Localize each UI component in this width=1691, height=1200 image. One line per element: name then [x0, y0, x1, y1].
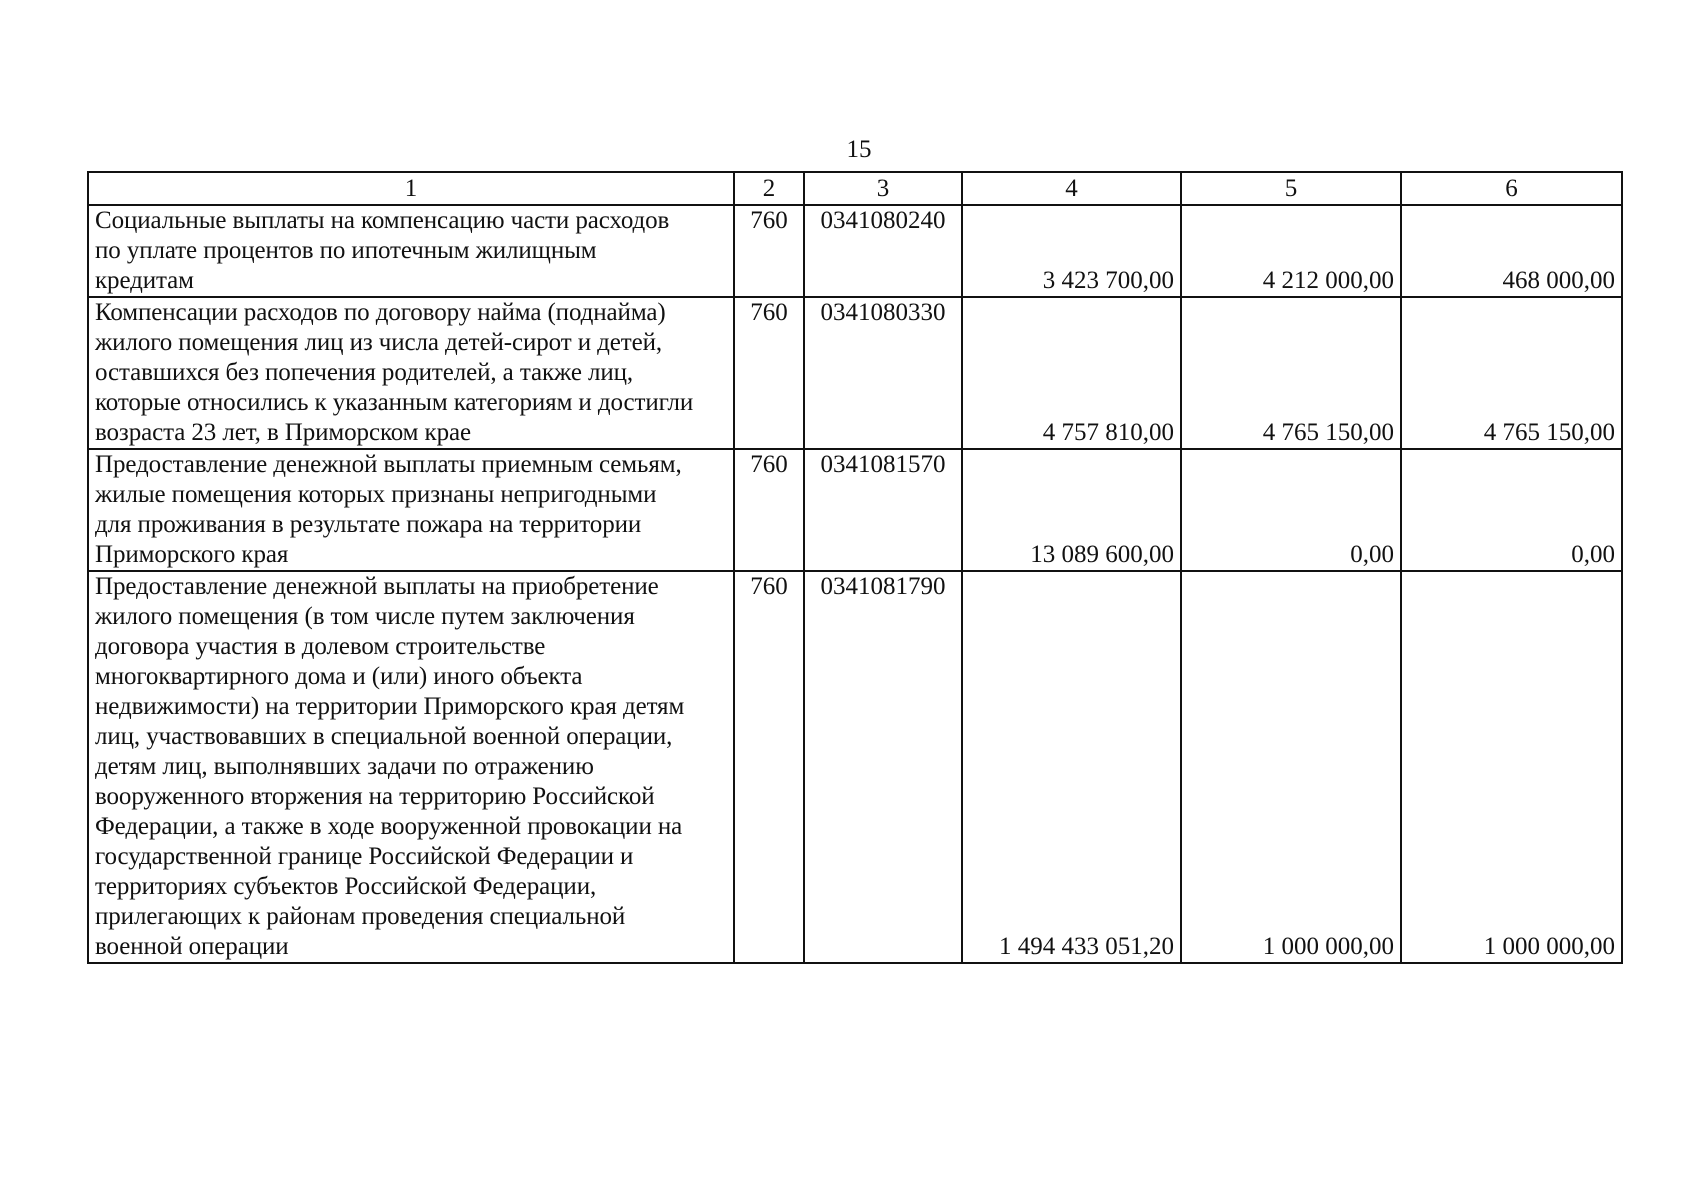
- row-amount-col5: 1 000 000,00: [1181, 571, 1401, 963]
- row-name: [88, 205, 734, 297]
- row-name-line: жилого помещения (в том числе путем заключения: [95, 603, 635, 630]
- row-name-line: лиц, участвовавших в специальной военной операции,: [95, 723, 673, 750]
- row-name-line: договора участия в долевом строительстве: [95, 633, 546, 660]
- row-name: [88, 571, 734, 963]
- row-amount-col4: 3 423 700,00: [962, 205, 1181, 297]
- row-amount-col4: 1 494 433 051,20: [962, 571, 1181, 963]
- table-row: [88, 571, 1622, 963]
- row-amount-col6: 1 000 000,00: [1401, 571, 1622, 963]
- row-name-line: жилые помещения которых признаны непригодными: [95, 481, 657, 508]
- column-header: 1: [88, 172, 734, 205]
- row-name-line: прилегающих к районам проведения специальной: [95, 903, 626, 930]
- column-header: 2: [734, 172, 804, 205]
- row-amount-col5: 0,00: [1181, 449, 1401, 571]
- row-csr-code: 0341080240: [804, 205, 962, 297]
- row-name-line: территориях субъектов Российской Федерации,: [95, 873, 597, 900]
- row-csr-code: 0341080330: [804, 297, 962, 449]
- row-amount-col6: 468 000,00: [1401, 205, 1622, 297]
- row-name-line: возраста 23 лет, в Приморском крае: [95, 419, 471, 446]
- row-name: [88, 297, 734, 449]
- row-csr-code: 0341081570: [804, 449, 962, 571]
- row-name-line: военной операции: [95, 933, 289, 960]
- page-number: 15: [846, 136, 872, 163]
- table-header-row: [88, 172, 1622, 205]
- row-name-line: жилого помещения лиц из числа детей-сирот и детей,: [95, 329, 662, 356]
- row-name-line: Предоставление денежной выплаты на приобретение: [95, 573, 659, 600]
- row-name-line: оставшихся без попечения родителей, а также лиц,: [95, 359, 634, 386]
- table-row: [88, 449, 1622, 571]
- row-grbs-code: 760: [734, 449, 804, 571]
- row-amount-col6: 4 765 150,00: [1401, 297, 1622, 449]
- row-name-line: Социальные выплаты на компенсацию части расходов: [95, 207, 670, 234]
- row-name-line: многоквартирного дома и (или) иного объекта: [95, 663, 583, 690]
- budget-table: [87, 171, 1623, 964]
- table-row: [88, 205, 1622, 297]
- column-header: 5: [1181, 172, 1401, 205]
- row-name-line: по уплате процентов по ипотечным жилищным: [95, 237, 597, 264]
- row-name-line: кредитам: [95, 267, 194, 294]
- column-header: 6: [1401, 172, 1622, 205]
- row-name-line: для проживания в результате пожара на территории: [95, 511, 642, 538]
- row-amount-col5: 4 212 000,00: [1181, 205, 1401, 297]
- row-name: [88, 449, 734, 571]
- column-header: 4: [962, 172, 1181, 205]
- column-header: 3: [804, 172, 962, 205]
- row-amount-col4: 13 089 600,00: [962, 449, 1181, 571]
- row-name-line: недвижимости) на территории Приморского края детям: [95, 693, 685, 720]
- row-name-line: Федерации, а также в ходе вооруженной провокации на: [95, 813, 683, 840]
- row-name-line: Приморского края: [95, 541, 289, 568]
- row-name-line: которые относились к указанным категориям и достигли: [95, 389, 694, 416]
- row-name-line: Предоставление денежной выплаты приемным семьям,: [95, 451, 682, 478]
- row-name-line: детям лиц, выполнявших задачи по отражению: [95, 753, 594, 780]
- row-csr-code: 0341081790: [804, 571, 962, 963]
- row-amount-col4: 4 757 810,00: [962, 297, 1181, 449]
- row-grbs-code: 760: [734, 205, 804, 297]
- row-name-line: государственной границе Российской Федерации и: [95, 843, 634, 870]
- row-amount-col6: 0,00: [1401, 449, 1622, 571]
- row-grbs-code: 760: [734, 297, 804, 449]
- row-grbs-code: 760: [734, 571, 804, 963]
- row-name-line: вооруженного вторжения на территорию Российской: [95, 783, 655, 810]
- row-name-line: Компенсации расходов по договору найма (поднайма): [95, 299, 666, 326]
- table-row: [88, 297, 1622, 449]
- row-amount-col5: 4 765 150,00: [1181, 297, 1401, 449]
